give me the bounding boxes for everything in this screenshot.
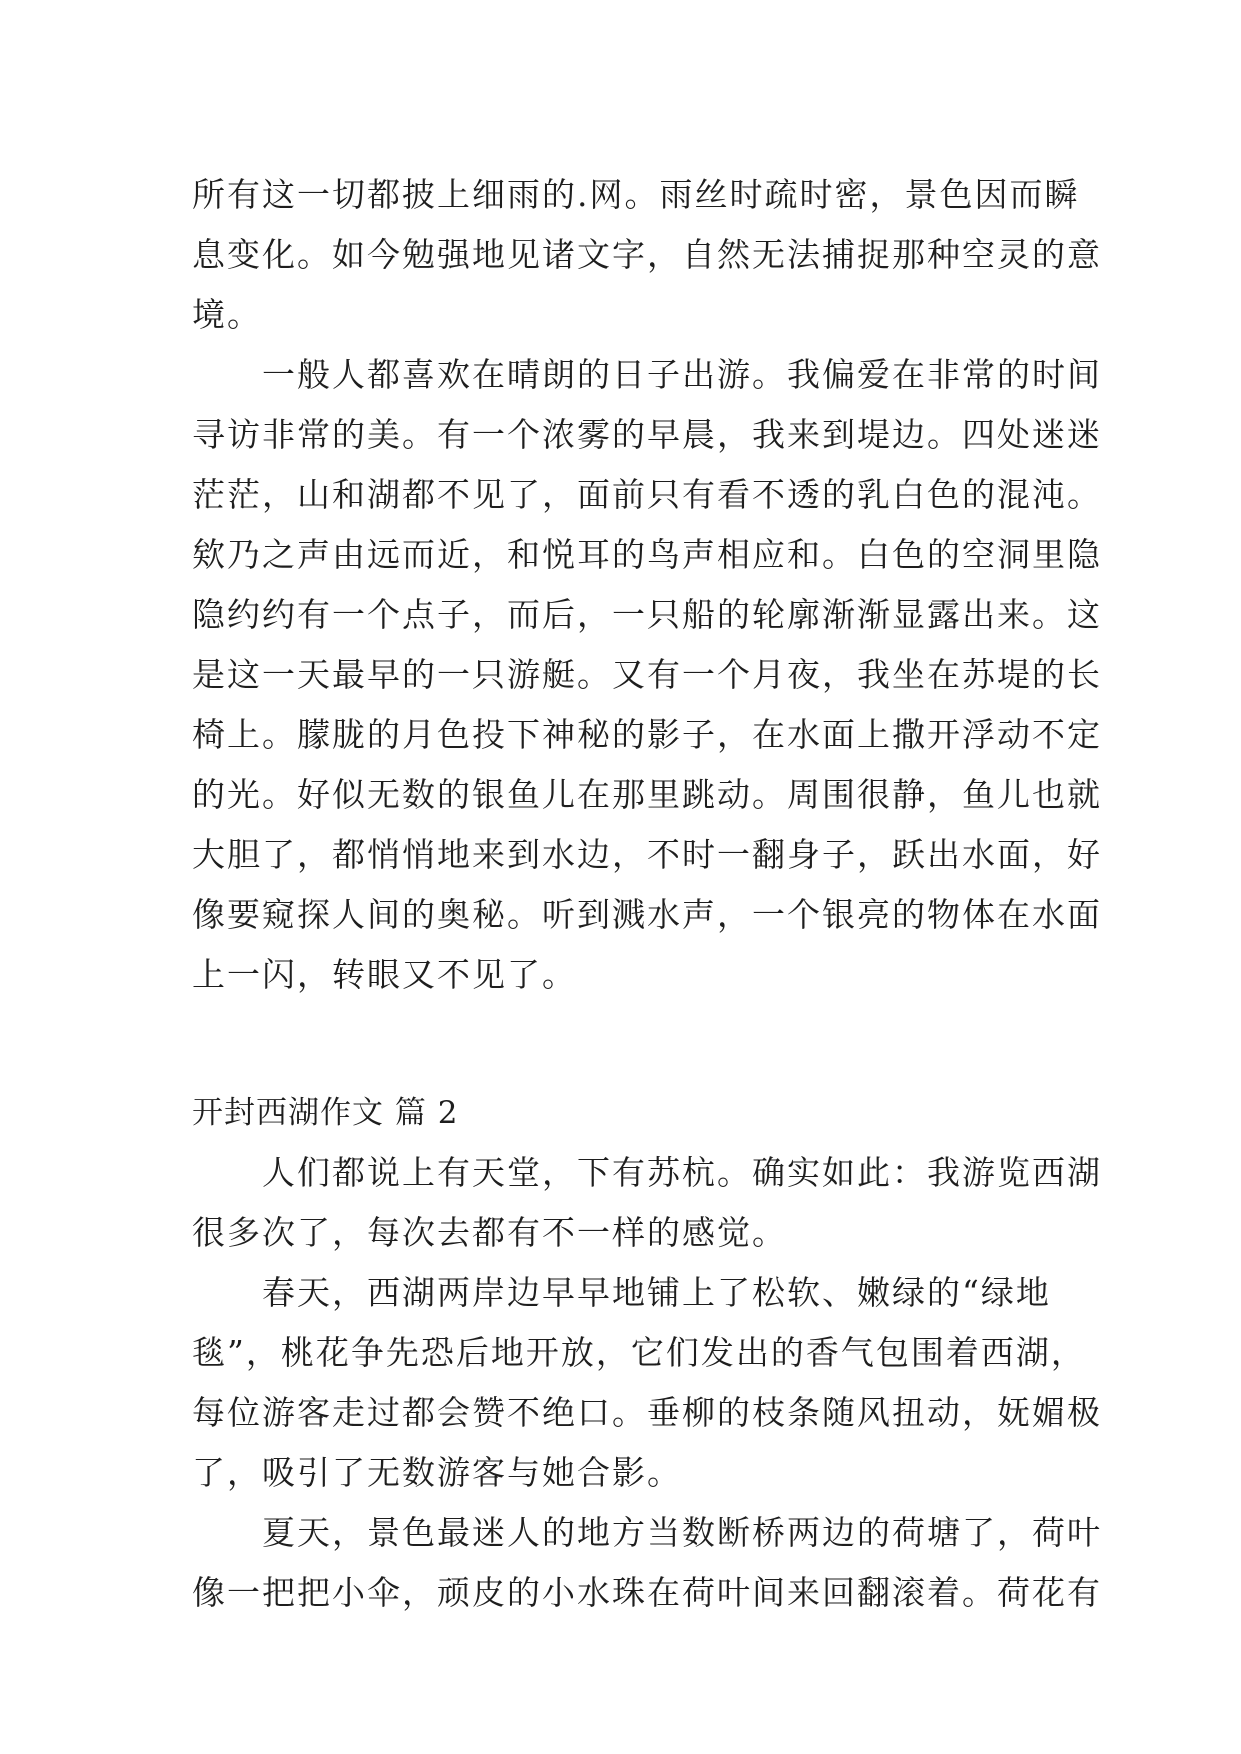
paragraph [192, 1263, 1102, 1503]
paragraph [192, 165, 1102, 345]
text-line: 毯”，桃花争先恐后地开放，它们发出的香气包围着西湖， [192, 1333, 1086, 1372]
text-line: 是这一天最早的一只游艇。又有一个月夜，我坐在苏堤的长 [192, 655, 1102, 694]
text-line: 的光。好似无数的银鱼儿在那里跳动。周围很静，鱼儿也就 [192, 775, 1102, 814]
text-line: 大胆了，都悄悄地来到水边，不时一翻身子，跃出水面，好 [192, 835, 1102, 874]
text-line: 椅上。朦胧的月色投下神秘的影子，在水面上撒开浮动不定 [192, 715, 1102, 754]
text-line: 很多次了，每次去都有不一样的感觉。 [192, 1213, 787, 1252]
text-line: 上一闪，转眼又不见了。 [192, 955, 577, 994]
text-line: 了，吸引了无数游客与她合影。 [192, 1453, 682, 1492]
text-line: 隐约约有一个点子，而后，一只船的轮廓渐渐显露出来。这 [192, 595, 1102, 634]
text-line: 寻访非常的美。有一个浓雾的早晨，我来到堤边。四处迷迷 [192, 415, 1102, 454]
text-line: 春天，西湖两岸边早早地铺上了松软、嫩绿的“绿地 [262, 1273, 1051, 1312]
section-gap [192, 1005, 1062, 1083]
paragraph [192, 1143, 1102, 1263]
text-line: 人们都说上有天堂，下有苏杭。确实如此：我游览西湖 [262, 1153, 1102, 1192]
text-line: 每位游客走过都会赞不绝口。垂柳的枝条随风扭动，妩媚极 [192, 1393, 1102, 1432]
text-line: 夏天，景色最迷人的地方当数断桥两边的荷塘了，荷叶 [262, 1513, 1102, 1552]
paragraph [192, 1503, 1102, 1623]
text-line: 像要窥探人间的奥秘。听到溅水声，一个银亮的物体在水面 [192, 895, 1102, 934]
text-line: 一般人都喜欢在晴朗的日子出游。我偏爱在非常的时间 [262, 355, 1102, 394]
text-line: 所有这一切都披上细雨的.网。雨丝时疏时密，景色因而瞬 [192, 175, 1080, 214]
text-line: 茫茫，山和湖都不见了，面前只有看不透的乳白色的混沌。 [192, 475, 1102, 514]
text-line: 欸乃之声由远而近，和悦耳的鸟声相应和。白色的空洞里隐 [192, 535, 1102, 574]
text-line: 像一把把小伞，顽皮的小水珠在荷叶间来回翻滚着。荷花有 [192, 1573, 1102, 1612]
document-page [192, 165, 1102, 1623]
paragraph [192, 345, 1102, 1005]
text-line: 息变化。如今勉强地见诸文字，自然无法捕捉那种空灵的意 [192, 235, 1102, 274]
text-line: 境。 [192, 295, 262, 334]
section-heading: 开封西湖作文 篇 2 [192, 1095, 459, 1131]
